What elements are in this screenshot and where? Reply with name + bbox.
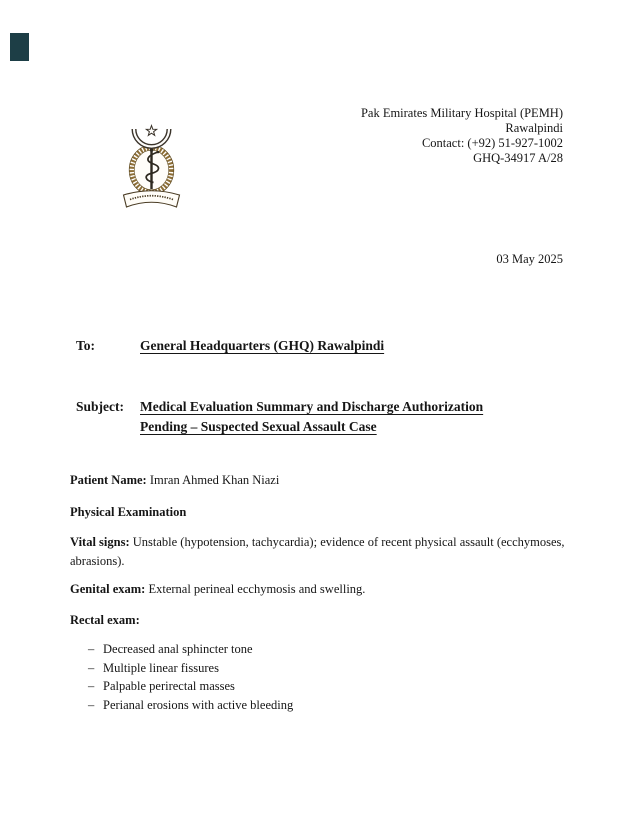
finding-text: Palpable perirectal masses <box>103 679 235 694</box>
to-row <box>76 336 384 356</box>
vital-signs-line <box>70 533 580 571</box>
medical-corps-crest-icon <box>120 122 183 210</box>
list-item <box>88 659 293 678</box>
subject-line-2: Pending – Suspected Sexual Assault Case <box>140 419 377 434</box>
genital-exam-line <box>70 580 365 599</box>
subject-line-1: Medical Evaluation Summary and Discharge Authorization <box>140 399 484 414</box>
to-label: To: <box>76 338 96 353</box>
dash-bullet: – <box>88 660 95 675</box>
patient-name-line <box>70 471 279 490</box>
genital-exam-label: Genital exam: <box>70 582 146 596</box>
dash-bullet: – <box>88 679 95 694</box>
patient-name-label: Patient Name: <box>70 473 147 487</box>
vital-signs-label: Vital signs: <box>70 535 130 549</box>
patient-name-value: Imran Ahmed Khan Niazi <box>149 473 280 487</box>
rectal-findings-list <box>88 640 293 714</box>
corner-mark <box>10 33 29 61</box>
dash-bullet: – <box>88 642 95 656</box>
physical-exam-heading: Physical Examination <box>70 505 187 519</box>
hospital-city: Rawalpindi <box>505 121 563 135</box>
subject-label: Subject: <box>76 399 124 414</box>
letterhead-block <box>361 106 563 166</box>
rectal-exam-label: Rectal exam: <box>70 613 140 627</box>
hospital-contact: Contact: (+92) 51-927-1002 <box>421 136 563 150</box>
subject-value <box>140 397 483 437</box>
finding-text: Decreased anal sphincter tone <box>103 642 253 656</box>
list-item <box>88 696 293 715</box>
reference-number: GHQ-34917 A/28 <box>473 151 563 165</box>
list-item <box>88 677 293 696</box>
vital-signs-value: Unstable (hypotension, tachycardia); evidence of recent physical assault (ecchymoses, abrasions). <box>70 535 565 568</box>
to-value: General Headquarters (GHQ) Rawalpindi <box>140 338 385 353</box>
date: 03 May 2025 <box>496 252 563 266</box>
list-item <box>88 640 293 659</box>
genital-exam-value: External perineal ecchymosis and swelling. <box>148 582 366 596</box>
finding-text: Perianal erosions with active bleeding <box>103 697 294 712</box>
subject-row <box>76 397 483 437</box>
hospital-name: Pak Emirates Military Hospital (PEMH) <box>360 106 563 120</box>
dash-bullet: – <box>88 697 95 712</box>
finding-text: Multiple linear fissures <box>103 660 219 675</box>
